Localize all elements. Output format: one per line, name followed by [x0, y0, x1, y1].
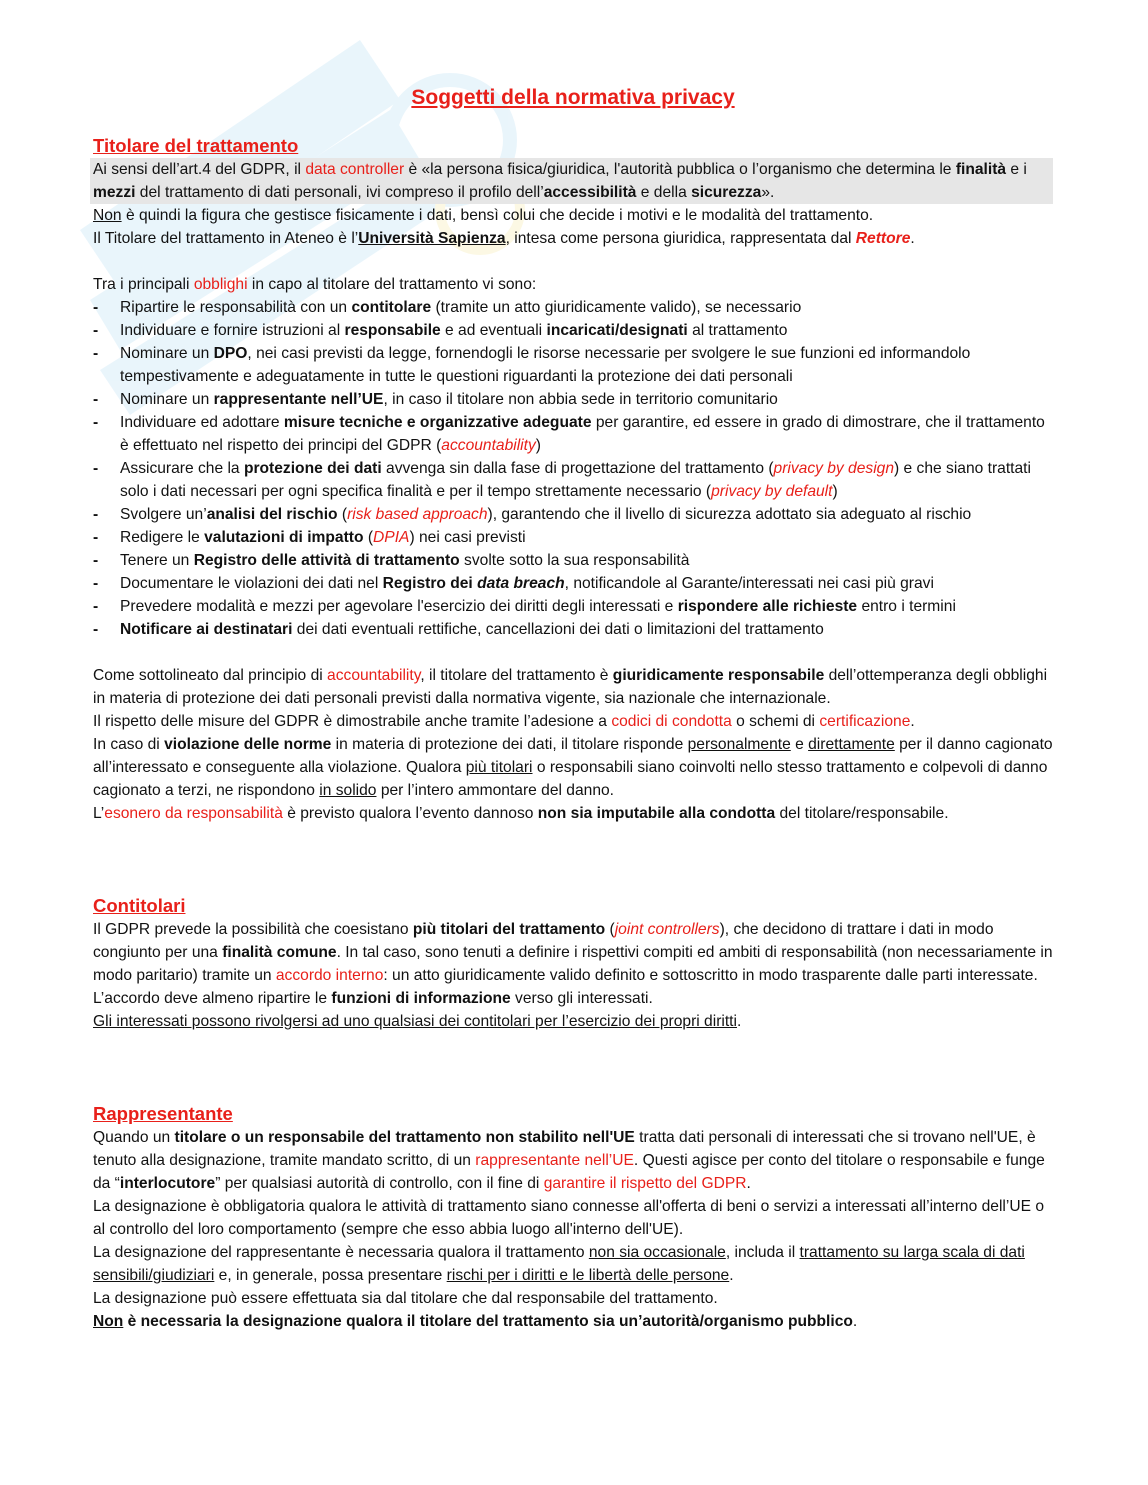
paragraph: La designazione è obbligatoria qualora le attività di trattamento siano connesse all'offerta di beni o servizi a interessati all’interno dell’UE o al controllo del loro comportamento (sempre che esso abbia luogo all'interno dell'UE). — [93, 1198, 1045, 1238]
paragraph: La designazione del rappresentante è necessaria qualora il trattamento non sia occasionale, includa il trattamento su larga scala di dati sensibili/giudiziari e, in generale, possa presentare rischi per i diritti e le libertà delle persone. — [93, 1244, 1025, 1284]
obblighi-list — [93, 296, 1053, 641]
list-item: - Svolgere un’analisi del rischio (risk based approach), garantendo che il livello di sicurezza adottato sia adeguato al rischio — [93, 503, 1053, 526]
list-item: - Nominare un rappresentante nell’UE, in caso il titolare non abbia sede in territorio comunitario — [93, 388, 1053, 411]
page-title: Soggetti della normativa privacy — [411, 86, 735, 109]
paragraph: La designazione può essere effettuata sia dal titolare che dal responsabile del trattamento. — [93, 1290, 718, 1307]
list-item: - Tenere un Registro delle attività di trattamento svolte sotto la sua responsabilità — [93, 549, 1053, 572]
section-rappresentante — [93, 1102, 1053, 1333]
section-contitolari — [93, 894, 1053, 1033]
paragraph: In caso di violazione delle norme in materia di protezione dei dati, il titolare risponde personalmente e direttamente per il danno cagionato all’interessato e conseguente alla violazione. Qualora più titolari o responsabili siano coinvolti nello stesso trattamento e colpevoli di danno cagionato a terzi, ne rispondono in solido per l’intero ammontare del danno. — [93, 736, 1053, 799]
list-item: - Prevedere modalità e mezzi per agevolare l'esercizio dei diritti degli interessati e rispondere alle richieste entro i termini — [93, 595, 1053, 618]
list-item: - Notificare ai destinatari dei dati eventuali rettifiche, cancellazioni dei dati o limitazioni del trattamento — [93, 618, 1053, 641]
list-item: - Individuare ed adottare misure tecniche e organizzative adeguate per garantire, ed essere in grado di dimostrare, che il trattamento è effettuato nel rispetto dei principi del GDPR (accountability) — [93, 411, 1053, 457]
section-titolare — [93, 134, 1053, 825]
paragraph: Il Titolare del trattamento in Ateneo è l’Università Sapienza, intesa come persona giuridica, rappresentata dal Rettore. — [93, 230, 915, 247]
section-heading-titolare: Titolare del trattamento — [93, 135, 299, 156]
paragraph: Il rispetto delle misure del GDPR è dimostrabile anche tramite l’adesione a codici di condotta o schemi di certificazione. — [93, 713, 915, 730]
paragraph: Quando un titolare o un responsabile del trattamento non stabilito nell'UE tratta dati personali di interessati che si trovano nell'UE, è tenuto alla designazione, tramite mandato scritto, di un rappresentante nell’UE. Questi agisce per conto del titolare o responsabile e funge da “interlocutore” per qualsiasi autorità di controllo, con il fine di garantire il rispetto del GDPR. — [93, 1129, 1045, 1192]
list-item: - Individuare e fornire istruzioni al responsabile e ad eventuali incaricati/designati al trattamento — [93, 319, 1053, 342]
list-item: - Ripartire le responsabilità con un contitolare (tramite un atto giuridicamente valido), se necessario — [93, 296, 1053, 319]
section-heading-rappresentante: Rappresentante — [93, 1103, 233, 1124]
paragraph: Come sottolineato dal principio di accountability, il titolare del trattamento è giuridicamente responsabile dell’ottemperanza degli obblighi in materia di protezione dei dati personali previsti dalla normativa vigente, sia nazionale che internazionale. — [93, 667, 1048, 707]
paragraph: Non è necessaria la designazione qualora il titolare del trattamento sia un’autorità/organismo pubblico. — [93, 1313, 858, 1330]
paragraph: Il GDPR prevede la possibilità che coesistano più titolari del trattamento (joint controllers), che decidono di trattare i dati in modo congiunto per una finalità comune. In tal caso, sono tenuti a definire i rispettivi compiti ed ambiti di responsabilità (non necessariamente in modo paritario) tramite un accordo interno: un atto giuridicamente valido definito e sottoscritto in modo trasparente dalle parti interessate. L’accordo deve almeno ripartire le funzioni di informazione verso gli interessati. — [93, 921, 1053, 1007]
list-item: - Documentare le violazioni dei dati nel Registro dei data breach, notificandole al Garante/interessati nei casi più gravi — [93, 572, 1053, 595]
list-item: - Redigere le valutazioni di impatto (DPIA) nei casi previsti — [93, 526, 1053, 549]
list-item: - Nominare un DPO, nei casi previsti da legge, fornendogli le risorse necessarie per svolgere le sue funzioni ed informandolo tempestivamente e adeguatamente in tutte le questioni riguardanti la protezione dei dati personali — [93, 342, 1053, 388]
obblighi-intro: Tra i principali obblighi in capo al titolare del trattamento vi sono: — [93, 276, 537, 293]
document-page — [93, 84, 1053, 1333]
gdpr-definition: Ai sensi dell’art.4 del GDPR, il data controller è «la persona fisica/giuridica, l'autorità pubblica o l’organismo che determina le finalità e i mezzi del trattamento di dati personali, ivi compreso il profilo dell’accessibilità e della sicurezza». — [90, 158, 1053, 204]
list-item: - Assicurare che la protezione dei dati avvenga sin dalla fase di progettazione del trattamento (privacy by design) e che siano trattati solo i dati necessari per ogni specifica finalità e per il tempo strettamente necessario (privacy by default) — [93, 457, 1053, 503]
paragraph: Gli interessati possono rivolgersi ad uno qualsiasi dei contitolari per l’esercizio dei propri diritti. — [93, 1013, 742, 1030]
section-heading-contitolari: Contitolari — [93, 895, 186, 916]
paragraph: L’esonero da responsabilità è previsto qualora l’evento dannoso non sia imputabile alla condotta del titolare/responsabile. — [93, 805, 949, 822]
paragraph: Non è quindi la figura che gestisce fisicamente i dati, bensì colui che decide i motivi e le modalità del trattamento. — [93, 207, 874, 224]
